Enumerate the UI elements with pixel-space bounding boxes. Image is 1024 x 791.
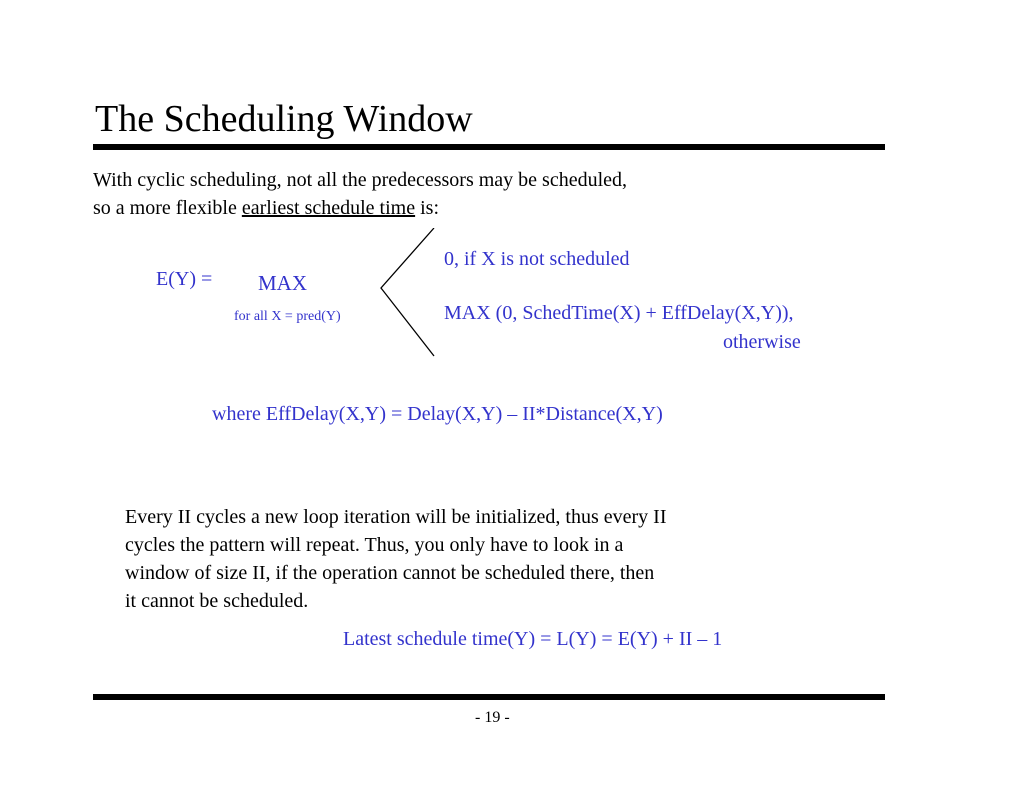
explanation-paragraph: [125, 503, 666, 615]
earliest-schedule-time-term: earliest schedule time: [241, 197, 416, 219]
latest-schedule-time-formula: Latest schedule time(Y) = L(Y) = E(Y) + II – 1: [343, 628, 723, 650]
formula-case-1: 0, if X is not scheduled: [444, 248, 630, 270]
title-rule: [93, 144, 885, 150]
paragraph-line: window of size II, if the operation cannot be scheduled there, then: [125, 562, 655, 584]
paragraph-line: it cannot be scheduled.: [125, 590, 309, 612]
intro-prefix: so a more flexible: [93, 197, 242, 219]
intro-line-2: [93, 194, 627, 222]
footer-rule: [93, 694, 885, 700]
formula-case-2-continued: otherwise: [723, 331, 801, 353]
effdelay-definition: where EffDelay(X,Y) = Delay(X,Y) – II*Distance(X,Y): [212, 403, 663, 425]
paragraph-line: Every II cycles a new loop iteration will be initialized, thus every II: [125, 506, 667, 528]
formula-max: MAX: [258, 271, 308, 295]
case-bracket: [378, 228, 438, 360]
intro-line-1: With cyclic scheduling, not all the predecessors may be scheduled,: [93, 169, 628, 191]
formula-subscript: for all X = pred(Y): [234, 309, 341, 324]
formula-lhs: E(Y) =: [156, 268, 213, 290]
paragraph-line: cycles the pattern will repeat. Thus, you only have to look in a: [125, 534, 624, 556]
intro-text: [93, 166, 627, 222]
slide-title: The Scheduling Window: [95, 98, 473, 140]
formula-case-2: MAX (0, SchedTime(X) + EffDelay(X,Y)),: [444, 302, 794, 324]
intro-suffix: is:: [415, 197, 440, 219]
page-number: - 19 -: [475, 709, 510, 726]
